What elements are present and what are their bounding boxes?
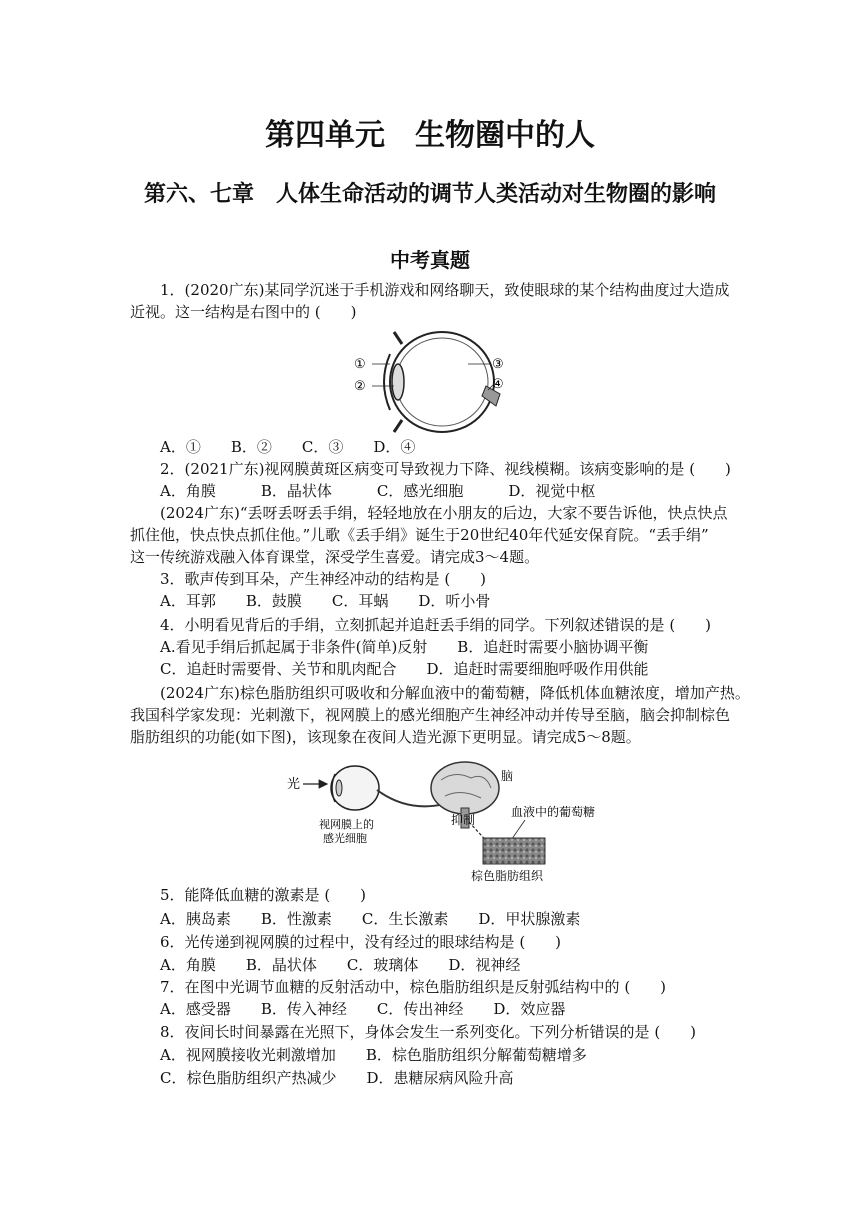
unit-title: 第四单元 生物圈中的人 [265, 118, 595, 153]
q8-options-ab: A．视网膜接收光刺激增加 B．棕色脂肪组织分解葡萄糖增多 [160, 1046, 587, 1064]
brain-label: 脑 [501, 769, 514, 783]
q4-options-ab: A.看见手绢后抓起属于非条件(简单)反射 B．追赶时需要小脑协调平衡 [160, 638, 649, 656]
passage2-line3: 脂肪组织的功能(如下图)，该现象在夜间人造光源下更明显。请完成5～8题。 [130, 728, 641, 746]
q7-stem: 7．在图中光调节血糖的反射活动中，棕色脂肪组织是反射弧结构中的 ( ) [160, 978, 667, 996]
q3-stem: 3．歌声传到耳朵，产生神经冲动的结构是 ( ) [160, 570, 487, 588]
eye-label-3: ③ [492, 357, 504, 372]
q1-options: A．① B．② C．③ D．④ [160, 438, 416, 456]
passage1-line2: 抓住他，快点快点抓住他。”儿歌《丢手绢》诞生于20世纪40年代延安保育院。“丢手绢” [130, 526, 709, 544]
q8-options-cd: C．棕色脂肪组织产热减少 D．患糖尿病风险升高 [160, 1069, 514, 1087]
q6-options: A．角膜 B．晶状体 C．玻璃体 D．视神经 [160, 956, 521, 974]
q5-stem: 5．能降低血糖的激素是 ( ) [160, 886, 367, 904]
eye-label-2: ② [354, 379, 366, 394]
fat-label: 棕色脂肪组织 [471, 869, 544, 883]
light-label: 光 [287, 777, 301, 792]
q1-stem: 1．(2020广东)某同学沉迷于手机游戏和网络聊天，致使眼球的某个结构曲度过大造成 [160, 281, 730, 299]
q2-options: A．角膜 B．晶状体 C．感光细胞 D．视觉中枢 [160, 482, 596, 500]
eye-diagram [350, 324, 510, 436]
passage1-line3: 这一传统游戏融入体育课堂，深受学生喜爱。请完成3～4题。 [130, 548, 540, 566]
retina-label-line2: 感光细胞 [323, 832, 367, 845]
eye-label-4: ④ [492, 377, 504, 392]
q6-stem: 6．光传递到视网膜的过程中，没有经过的眼球结构是 ( ) [160, 933, 562, 951]
section-title: 中考真题 [390, 248, 470, 272]
retina-label-line1: 视网膜上的 [319, 818, 374, 831]
inhibit-label: 抑制 [451, 813, 476, 827]
passage1-line1: (2024广东)“丢呀丢呀丢手绢，轻轻地放在小朋友的后边，大家不要告诉他，快点快点 [160, 504, 728, 522]
q2-stem: 2．(2021广东)视网膜黄斑区病变可导致视力下降、视线模糊。该病变影响的是 ( ) [160, 460, 731, 478]
eye-label-1: ① [354, 357, 366, 372]
q3-options: A．耳郭 B．鼓膜 C．耳蜗 D．听小骨 [160, 592, 491, 610]
q8-stem: 8．夜间长时间暴露在光照下，身体会发生一系列变化。下列分析错误的是 ( ) [160, 1023, 697, 1041]
q4-options-cd: C．追赶时需要骨、关节和肌肉配合 D．追赶时需要细胞呼吸作用供能 [160, 660, 649, 678]
q4-stem: 4．小明看见背后的手绢，立刻抓起并追赶丢手绢的同学。下列叙述错误的是 ( ) [160, 616, 712, 634]
passage2-line1: (2024广东)棕色脂肪组织可吸收和分解血液中的葡萄糖，降低机体血糖浓度，增加产热。 [160, 684, 750, 702]
q5-options: A．胰岛素 B．性激素 C．生长激素 D．甲状腺激素 [160, 910, 581, 928]
light-brain-fat-diagram [285, 758, 605, 884]
chapter-title: 第六、七章 人体生命活动的调节人类活动对生物圈的影响 [143, 182, 716, 207]
passage2-line2: 我国科学家发现：光刺激下，视网膜上的感光细胞产生神经冲动并传导至脑，脑会抑制棕色 [130, 706, 731, 724]
q7-options: A．感受器 B．传入神经 C．传出神经 D．效应器 [160, 1000, 566, 1018]
q1-stem-cont: 近视。这一结构是右图中的 ( ) [130, 303, 357, 321]
glucose-label: 血液中的葡萄糖 [511, 805, 596, 819]
